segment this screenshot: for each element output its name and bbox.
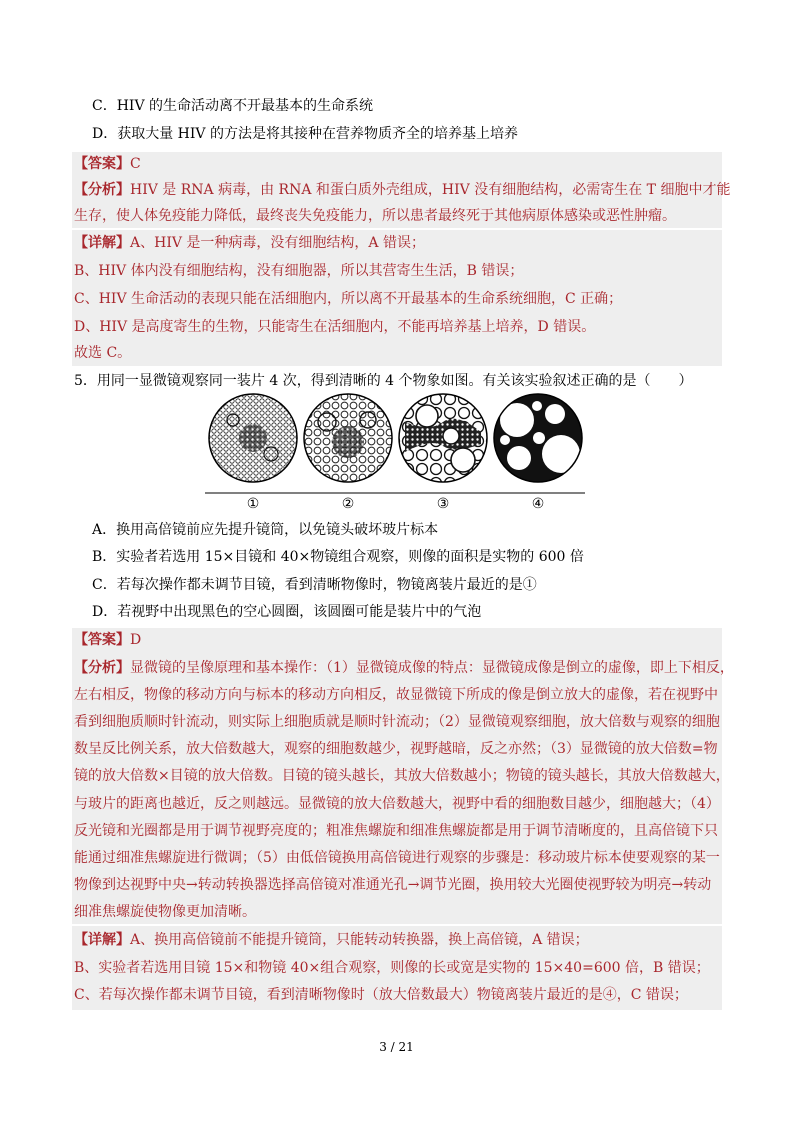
microscope-view-3 [399, 394, 487, 482]
answer-highlight [72, 152, 722, 176]
analysis-text: HIV 是 RNA 病毒，由 RNA 和蛋白质外壳组成，HIV 没有细胞结构，必需寄生在 T 细胞中才能 [130, 182, 731, 198]
analysis-text: 与玻片的距离也越近，反之则越远。显微镜的放大倍数越大，视野中看的细胞数目越少，细胞越大；（4） [74, 796, 720, 812]
detail-text: B、实验者若选用目镜 15×和物镜 40×组合观察，则像的长或宽是实物的 15×40=600 倍，B 错误； [74, 960, 710, 976]
analysis-text: 反光镜和光圈都是用于调节视野亮度的；粗准焦螺旋和细准焦螺旋都是用于调节清晰度的，且高倍镜下只 [74, 823, 718, 839]
question-option: C．若每次操作都未调节目镜，看到清晰物像时，物镜离装片最近的是① [92, 577, 537, 593]
detail-tag: 【详解】 [74, 235, 130, 251]
question-option: A．换用高倍镜前应先提升镜筒，以免镜头破坏玻片标本 [92, 522, 439, 538]
question-stem: 5．用同一显微镜观察同一装片 4 次，得到清晰的 4 个物象如图。有关该实验叙述正确的是（ ） [74, 373, 693, 389]
question-option: D．若视野中出现黑色的空心圆圈，该圆圈可能是装片中的气泡 [92, 604, 482, 620]
figure-label: ① [246, 496, 260, 512]
conclusion-text: 故选 C。 [74, 345, 132, 361]
answer-tag: 【答案】 [74, 156, 130, 172]
figure-label: ③ [436, 496, 450, 512]
analysis-text: 左右相反，物像的移动方向与标本的移动方向相反，故显微镜下所成的像是倒立放大的虚像，若在视野中 [74, 687, 718, 703]
analysis-text: 显微镜的呈像原理和基本操作：（1）显微镜成像的特点：显微镜成像是倒立的虚像，即上下相反， [130, 660, 734, 676]
microscope-figure [205, 392, 585, 512]
question-option: D．获取大量 HIV 的方法是将其接种在营养物质齐全的培养基上培养 [92, 126, 518, 142]
page-number: 3 / 21 [379, 1040, 414, 1054]
analysis-text: 镜的放大倍数×目镜的放大倍数。目镜的镜头越长，其放大倍数越小；物镜的镜头越长，其放大倍数越大， [74, 768, 730, 784]
analysis-text: 看到细胞质顺时针流动，则实际上细胞质就是顺时针流动；（2）显微镜观察细胞，放大倍数与观察的细胞 [74, 714, 720, 730]
detail-text: C、HIV 生命活动的表现只能在活细胞内，所以离不开最基本的生命系统细胞，C 正确； [74, 291, 623, 307]
analysis-text: 生存，使人体免疫能力降低，最终丧失免疫能力，所以患者最终死于其他病原体感染或恶性肿瘤。 [74, 208, 676, 224]
analysis-line [74, 181, 730, 199]
analysis-tag: 【分析】 [74, 660, 130, 676]
analysis-text: 能通过细准焦螺旋进行微调；（5）由低倍镜换用高倍镜进行观察的步骤是：移动玻片标本使要观察的某一 [74, 850, 720, 866]
answer-tag: 【答案】 [74, 632, 130, 648]
analysis-tag: 【分析】 [74, 182, 130, 198]
answer-line [74, 631, 141, 649]
detail-tag: 【详解】 [74, 932, 130, 948]
microscope-view-1 [209, 394, 297, 482]
answer-highlight [72, 628, 722, 652]
detail-line [74, 931, 589, 949]
detail-text: D、HIV 是高度寄生的生物，只能寄生在活细胞内，不能再培养基上培养，D 错误。 [74, 319, 596, 335]
figure-label: ② [341, 496, 355, 512]
analysis-line [74, 659, 734, 677]
microscope-view-2 [304, 394, 392, 482]
detail-text: C、若每次操作都未调节目镜，看到清晰物像时（放大倍数最大）物镜离装片最近的是④，C 错误； [74, 987, 688, 1003]
analysis-text: 物像到达视野中央→转动转换器选择高倍镜对准通光孔→调节光圈，换用较大光圈使视野较为明亮→转动 [74, 877, 712, 893]
figure-label: ④ [531, 496, 545, 512]
detail-text: A、换用高倍镜前不能提升镜筒，只能转动转换器，换上高倍镜，A 错误； [130, 932, 589, 948]
detail-line [74, 234, 425, 252]
microscope-view-4 [494, 394, 582, 482]
question-option: B．实验者若选用 15×目镜和 40×物镜组合观察，则像的面积是实物的 600 倍 [92, 549, 584, 565]
question-option: C．HIV 的生命活动离不开最基本的生命系统 [92, 98, 374, 114]
analysis-text: 数呈反比例关系，放大倍数越大，观察的细胞数越少，视野越暗，反之亦然；（3）显微镜的放大倍数=物 [74, 741, 718, 757]
detail-text: A、HIV 是一种病毒，没有细胞结构，A 错误； [130, 235, 425, 251]
answer-value: C [130, 156, 141, 172]
answer-line [74, 155, 141, 173]
detail-text: B、HIV 体内没有细胞结构，没有细胞器，所以其营寄生生活，B 错误； [74, 263, 524, 279]
analysis-text: 细准焦螺旋使物像更加清晰。 [74, 904, 256, 920]
answer-value: D [130, 632, 142, 648]
